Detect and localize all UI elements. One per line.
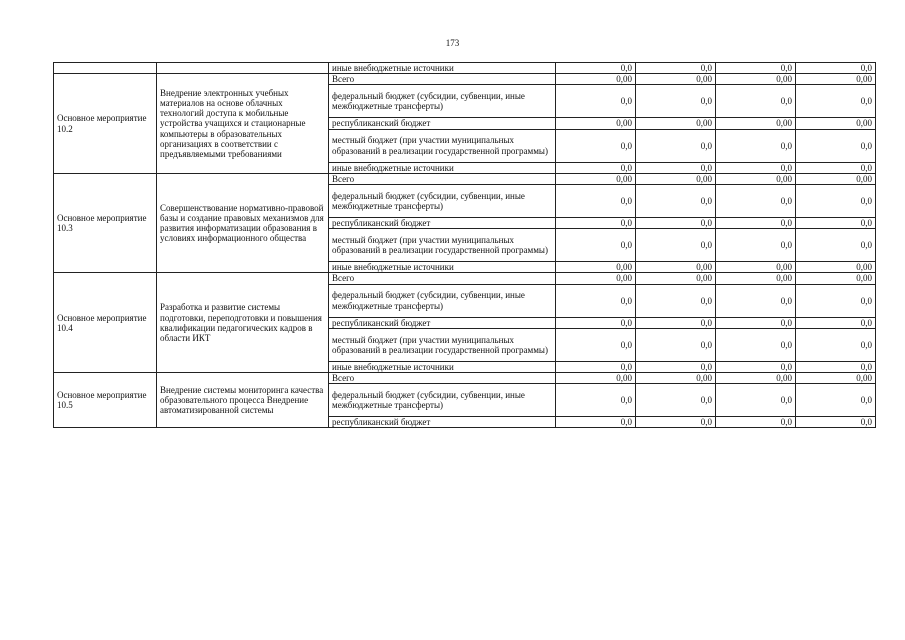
amount-cell: 0,0 (796, 63, 876, 74)
amount-cell: 0,00 (556, 373, 636, 384)
amount-cell: 0,00 (716, 262, 796, 273)
amount-cell: 0,0 (716, 129, 796, 162)
amount-cell: 0,0 (556, 384, 636, 417)
amount-cell: 0,00 (796, 118, 876, 129)
amount-cell: 0,0 (636, 229, 716, 262)
amount-cell: 0,00 (796, 273, 876, 284)
funding-source-cell: федеральный бюджет (субсидии, субвенции, иные межбюджетные трансферты) (329, 284, 556, 317)
amount-cell: 0,0 (636, 218, 716, 229)
amount-cell: 0,0 (716, 417, 796, 428)
funding-source-cell: республиканский бюджет (329, 118, 556, 129)
amount-cell: 0,00 (636, 118, 716, 129)
funding-source-cell: федеральный бюджет (субсидии, субвенции, иные межбюджетные трансферты) (329, 384, 556, 417)
amount-cell: 0,0 (636, 284, 716, 317)
amount-cell: 0,00 (716, 373, 796, 384)
amount-cell: 0,0 (716, 218, 796, 229)
amount-cell: 0,0 (556, 218, 636, 229)
amount-cell: 0,0 (716, 328, 796, 361)
funding-source-cell: республиканский бюджет (329, 317, 556, 328)
amount-cell: 0,0 (796, 317, 876, 328)
amount-cell: 0,0 (636, 361, 716, 372)
activity-description-cell: Разработка и развитие системы подготовки, переподготовки и повышения квалификации педагогических кадров в области ИКТ (157, 273, 329, 373)
amount-cell: 0,0 (796, 218, 876, 229)
amount-cell: 0,0 (636, 129, 716, 162)
amount-cell: 0,00 (796, 262, 876, 273)
funding-source-cell: Всего (329, 173, 556, 184)
funding-source-cell: иные внебюджетные источники (329, 262, 556, 273)
activity-name-cell (54, 63, 157, 74)
activity-description-cell: Внедрение электронных учебных материалов на основе облачных технологий доступа к мобильные устройства учащихся и стационарные компьютеры в образовательных организациях в соответствии с предъявляемыми требованиями (157, 74, 329, 174)
amount-cell: 0,00 (556, 173, 636, 184)
amount-cell: 0,0 (556, 63, 636, 74)
activity-name-cell: Основное мероприятие 10.4 (54, 273, 157, 373)
amount-cell: 0,0 (556, 284, 636, 317)
amount-cell: 0,0 (716, 185, 796, 218)
amount-cell: 0,0 (556, 229, 636, 262)
funding-source-cell: местный бюджет (при участии муниципальных образований в реализации государственной программы) (329, 328, 556, 361)
amount-cell: 0,0 (796, 361, 876, 372)
amount-cell: 0,00 (636, 273, 716, 284)
amount-cell: 0,0 (636, 384, 716, 417)
amount-cell: 0,00 (796, 173, 876, 184)
funding-source-cell: республиканский бюджет (329, 417, 556, 428)
amount-cell: 0,0 (796, 229, 876, 262)
funding-source-cell: Всего (329, 273, 556, 284)
amount-cell: 0,0 (796, 328, 876, 361)
funding-source-cell: иные внебюджетные источники (329, 63, 556, 74)
amount-cell: 0,00 (556, 262, 636, 273)
funding-source-cell: Всего (329, 74, 556, 85)
amount-cell: 0,00 (796, 74, 876, 85)
funding-source-cell: Всего (329, 373, 556, 384)
amount-cell: 0,0 (716, 361, 796, 372)
amount-cell: 0,00 (636, 373, 716, 384)
funding-source-cell: федеральный бюджет (субсидии, субвенции, иные межбюджетные трансферты) (329, 185, 556, 218)
amount-cell: 0,0 (636, 328, 716, 361)
activity-description-cell: Совершенствование нормативно-правовой базы и создание правовых механизмов для развития информатизации образования в условиях информационного общества (157, 173, 329, 273)
amount-cell: 0,00 (636, 173, 716, 184)
amount-cell: 0,00 (636, 262, 716, 273)
amount-cell: 0,0 (556, 85, 636, 118)
amount-cell: 0,0 (636, 317, 716, 328)
budget-table-body (54, 63, 876, 428)
amount-cell: 0,0 (716, 229, 796, 262)
amount-cell: 0,0 (636, 63, 716, 74)
amount-cell: 0,0 (716, 384, 796, 417)
amount-cell: 0,0 (796, 162, 876, 173)
amount-cell: 0,0 (636, 162, 716, 173)
amount-cell: 0,0 (796, 384, 876, 417)
amount-cell: 0,0 (716, 85, 796, 118)
amount-cell: 0,0 (556, 328, 636, 361)
amount-cell: 0,0 (636, 85, 716, 118)
amount-cell: 0,00 (716, 74, 796, 85)
funding-source-cell: иные внебюджетные источники (329, 361, 556, 372)
amount-cell: 0,00 (716, 273, 796, 284)
amount-cell: 0,0 (796, 417, 876, 428)
table-row (54, 373, 876, 384)
amount-cell: 0,00 (796, 373, 876, 384)
amount-cell: 0,00 (556, 74, 636, 85)
amount-cell: 0,0 (716, 317, 796, 328)
amount-cell: 0,00 (716, 173, 796, 184)
funding-source-cell: республиканский бюджет (329, 218, 556, 229)
amount-cell: 0,0 (716, 284, 796, 317)
amount-cell: 0,0 (796, 129, 876, 162)
amount-cell: 0,0 (556, 417, 636, 428)
amount-cell: 0,00 (636, 74, 716, 85)
amount-cell: 0,0 (556, 317, 636, 328)
amount-cell: 0,0 (796, 284, 876, 317)
amount-cell: 0,00 (716, 118, 796, 129)
activity-description-cell: Внедрение системы мониторинга качества образовательного процесса Внедрение автоматизированной системы (157, 373, 329, 428)
amount-cell: 0,00 (556, 118, 636, 129)
activity-name-cell: Основное мероприятие 10.5 (54, 373, 157, 428)
funding-source-cell: местный бюджет (при участии муниципальных образований в реализации государственной программы) (329, 129, 556, 162)
amount-cell: 0,0 (556, 129, 636, 162)
table-row (54, 273, 876, 284)
table-row (54, 63, 876, 74)
amount-cell: 0,0 (556, 185, 636, 218)
funding-source-cell: федеральный бюджет (субсидии, субвенции, иные межбюджетные трансферты) (329, 85, 556, 118)
amount-cell: 0,0 (636, 185, 716, 218)
amount-cell: 0,0 (556, 162, 636, 173)
amount-cell: 0,0 (556, 361, 636, 372)
amount-cell: 0,0 (636, 417, 716, 428)
amount-cell: 0,0 (796, 185, 876, 218)
funding-source-cell: иные внебюджетные источники (329, 162, 556, 173)
amount-cell: 0,0 (716, 63, 796, 74)
table-row (54, 173, 876, 184)
activity-description-cell (157, 63, 329, 74)
table-row (54, 74, 876, 85)
amount-cell: 0,0 (716, 162, 796, 173)
activity-name-cell: Основное мероприятие 10.3 (54, 173, 157, 273)
activity-name-cell: Основное мероприятие 10.2 (54, 74, 157, 174)
amount-cell: 0,00 (556, 273, 636, 284)
funding-source-cell: местный бюджет (при участии муниципальных образований в реализации государственной программы) (329, 229, 556, 262)
page-number: 173 (445, 38, 460, 48)
budget-table (53, 62, 876, 428)
amount-cell: 0,0 (796, 85, 876, 118)
